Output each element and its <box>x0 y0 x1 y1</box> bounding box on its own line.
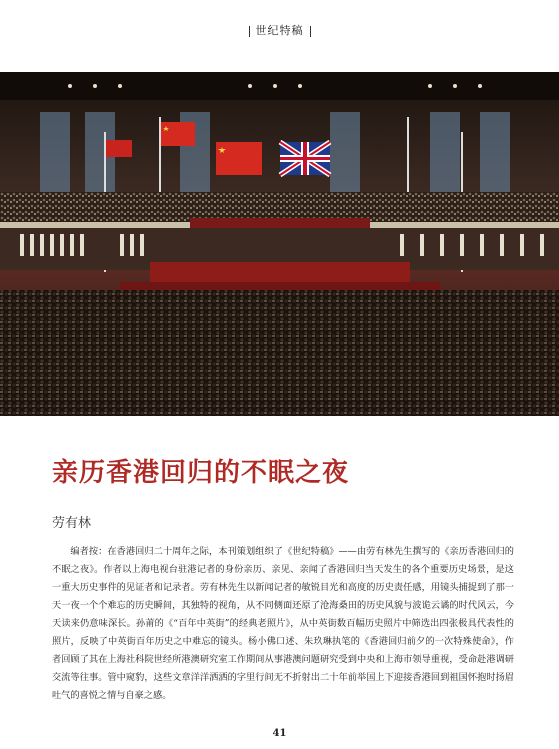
editor-note: 编者按：在香港回归二十周年之际，本刊策划组织了《世纪特稿》——由劳有林先生撰写的《亲历香港回归的不眠之夜》。作者以上海电视台驻港记者的身份亲历、亲见、亲闻了香港回归当天发生的各个重要历史场景，是这一重大历史事件的见证者和记录者。劳有林先生以新闻记者的敏锐目光和高度的历史责任感，用镜头捕捉到了那一天一夜一个个难忘的历史瞬间，其独特的视角，从不同侧面还原了沧海桑田的历史风貌与波诡云谲的时代风云，今天读来仍意味深长。孙莆的《“百年中英街”的经典老照片》，从中英街数百幅历史照片中筛选出四张极具代表性的照片，反映了中英街百年历史之中难忘的镜头。杨小佛口述、朱玖琳执笔的《香港回归前夕的一次特殊使命》，作者回顾了其在上海社科院世经所港澳研究室工作期间从事港澳问题研究受到中央和上海市领导重视，受命赴港调研交流等往事。管中窥豹，这些文章洋洋洒洒的字里行间无不折射出二十年前举国上下迎接香港回到祖国怀抱时扬眉吐气的喜悦之情与自豪之感。 <box>52 546 514 701</box>
article-author: 劳有林 <box>52 516 92 531</box>
article-title: 亲历香港回归的不眠之夜 <box>52 458 350 488</box>
section-header <box>0 22 559 38</box>
ceremony-photo-illustration <box>0 72 559 416</box>
section-label: 世纪特稿 <box>255 24 304 37</box>
divider-left <box>249 26 250 37</box>
divider-right <box>310 26 311 37</box>
ceremony-photo <box>0 72 559 416</box>
page-number: 41 <box>272 728 287 739</box>
